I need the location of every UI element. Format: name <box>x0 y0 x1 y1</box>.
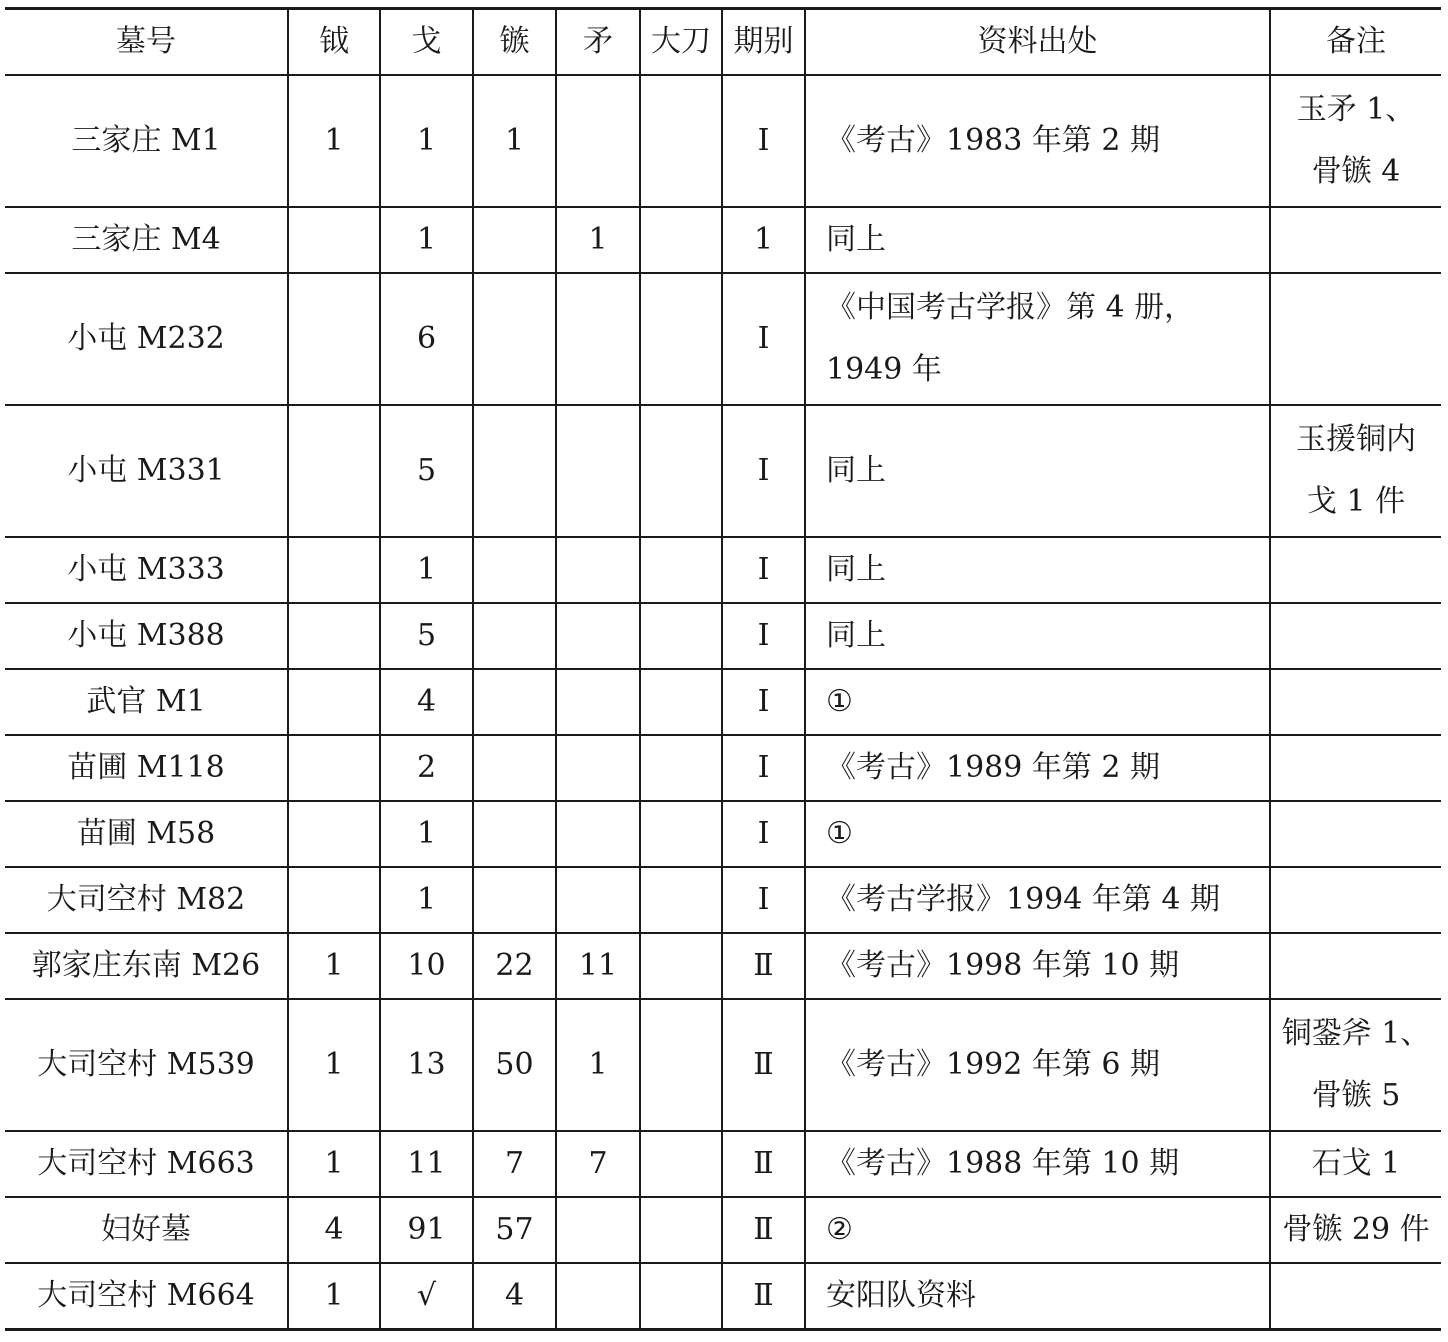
cell-source <box>805 669 1270 735</box>
cell-tomb: 三家庄 M1 <box>5 75 288 207</box>
cell-dadao <box>640 75 722 207</box>
note-line: 骨镞 29 件 <box>1282 1212 1430 1247</box>
note-line: 玉矛 1、 <box>1296 92 1416 127</box>
cell-tomb: 大司空村 M82 <box>5 867 288 933</box>
cell-source <box>805 933 1270 999</box>
table-row <box>5 1197 1441 1263</box>
header-row <box>5 9 1441 76</box>
cell-ge: 91 <box>380 1197 473 1263</box>
cell-mao <box>556 405 640 537</box>
cell-period: Ⅰ <box>722 603 805 669</box>
table-row <box>5 933 1441 999</box>
cell-period: Ⅱ <box>722 1263 805 1330</box>
cell-mao <box>556 603 640 669</box>
cell-period: Ⅰ <box>722 273 805 405</box>
source-line: 《考古》1998 年第 10 期 <box>826 948 1180 983</box>
cell-tomb: 郭家庄东南 M26 <box>5 933 288 999</box>
cell-yue <box>288 735 380 801</box>
source-line: 《中国考古学报》第 4 册， <box>826 290 1195 325</box>
cell-source <box>805 75 1270 207</box>
table-row <box>5 75 1441 207</box>
cell-zu <box>473 801 556 867</box>
source-line: 《考古学报》1994 年第 4 期 <box>826 882 1221 917</box>
cell-period: Ⅰ <box>722 405 805 537</box>
header-source: 资料出处 <box>805 9 1270 76</box>
cell-note <box>1270 801 1441 867</box>
cell-dadao <box>640 537 722 603</box>
cell-note <box>1270 1263 1441 1330</box>
cell-yue <box>288 207 380 273</box>
cell-zu: 22 <box>473 933 556 999</box>
table-row <box>5 867 1441 933</box>
header-dadao: 大刀 <box>640 9 722 76</box>
cell-mao: 11 <box>556 933 640 999</box>
cell-mao: 1 <box>556 999 640 1131</box>
cell-dadao <box>640 867 722 933</box>
cell-note <box>1270 1131 1441 1197</box>
cell-dadao <box>640 735 722 801</box>
cell-mao: 1 <box>556 207 640 273</box>
header-tomb: 墓号 <box>5 9 288 76</box>
cell-dadao <box>640 603 722 669</box>
cell-source <box>805 603 1270 669</box>
cell-mao: 7 <box>556 1131 640 1197</box>
cell-zu <box>473 405 556 537</box>
cell-ge: 1 <box>380 207 473 273</box>
header-period: 期别 <box>722 9 805 76</box>
cell-source <box>805 207 1270 273</box>
cell-mao <box>556 801 640 867</box>
cell-zu <box>473 669 556 735</box>
cell-yue <box>288 867 380 933</box>
note-line: 骨镞 5 <box>1311 1078 1401 1113</box>
cell-note <box>1270 867 1441 933</box>
cell-dadao <box>640 1263 722 1330</box>
cell-mao <box>556 1263 640 1330</box>
note-line: 铜銎斧 1、 <box>1281 1016 1431 1051</box>
source-line: 《考古》1988 年第 10 期 <box>826 1146 1180 1181</box>
header-note: 备注 <box>1270 9 1441 76</box>
cell-zu: 1 <box>473 75 556 207</box>
cell-note <box>1270 933 1441 999</box>
cell-tomb: 三家庄 M4 <box>5 207 288 273</box>
cell-dadao <box>640 273 722 405</box>
cell-period: Ⅱ <box>722 933 805 999</box>
cell-tomb: 小屯 M232 <box>5 273 288 405</box>
cell-source <box>805 801 1270 867</box>
cell-source <box>805 1197 1270 1263</box>
cell-zu: 7 <box>473 1131 556 1197</box>
cell-source <box>805 735 1270 801</box>
cell-dadao <box>640 669 722 735</box>
cell-note <box>1270 405 1441 537</box>
cell-period: Ⅰ <box>722 669 805 735</box>
header-zu: 镞 <box>473 9 556 76</box>
cell-period: Ⅰ <box>722 867 805 933</box>
cell-dadao <box>640 999 722 1131</box>
table-row <box>5 999 1441 1131</box>
cell-zu: 50 <box>473 999 556 1131</box>
source-line: ① <box>826 816 853 851</box>
cell-period: 1 <box>722 207 805 273</box>
cell-ge: √ <box>380 1263 473 1330</box>
cell-tomb: 小屯 M333 <box>5 537 288 603</box>
cell-tomb: 苗圃 M58 <box>5 801 288 867</box>
cell-yue: 4 <box>288 1197 380 1263</box>
cell-tomb: 妇好墓 <box>5 1197 288 1263</box>
cell-ge: 1 <box>380 867 473 933</box>
cell-yue <box>288 603 380 669</box>
source-line: 同上 <box>826 552 886 587</box>
source-line: 《考古》1992 年第 6 期 <box>826 1047 1161 1082</box>
cell-note <box>1270 999 1441 1131</box>
cell-dadao <box>640 405 722 537</box>
cell-zu <box>473 537 556 603</box>
table-row <box>5 273 1441 405</box>
cell-yue <box>288 273 380 405</box>
cell-ge: 2 <box>380 735 473 801</box>
cell-zu <box>473 273 556 405</box>
cell-mao <box>556 735 640 801</box>
cell-note <box>1270 735 1441 801</box>
cell-period: Ⅰ <box>722 801 805 867</box>
note-line: 玉援铜内 <box>1296 422 1416 457</box>
cell-mao <box>556 273 640 405</box>
cell-yue: 1 <box>288 999 380 1131</box>
cell-tomb: 小屯 M331 <box>5 405 288 537</box>
cell-yue: 1 <box>288 75 380 207</box>
cell-zu: 4 <box>473 1263 556 1330</box>
cell-ge: 5 <box>380 603 473 669</box>
cell-mao <box>556 75 640 207</box>
cell-yue: 1 <box>288 1131 380 1197</box>
table-row <box>5 1131 1441 1197</box>
source-line: ① <box>826 684 853 719</box>
cell-period: Ⅱ <box>722 999 805 1131</box>
cell-dadao <box>640 933 722 999</box>
cell-source <box>805 273 1270 405</box>
cell-zu: 57 <box>473 1197 556 1263</box>
cell-note <box>1270 207 1441 273</box>
cell-note <box>1270 603 1441 669</box>
weapons-table <box>5 7 1441 1331</box>
source-line: 《考古》1983 年第 2 期 <box>826 123 1161 158</box>
source-line: 同上 <box>826 618 886 653</box>
cell-tomb: 大司空村 M539 <box>5 999 288 1131</box>
cell-yue: 1 <box>288 933 380 999</box>
cell-period: Ⅰ <box>722 75 805 207</box>
cell-source <box>805 537 1270 603</box>
cell-yue: 1 <box>288 1263 380 1330</box>
source-line: 《考古》1989 年第 2 期 <box>826 750 1161 785</box>
weapons-table-container <box>5 7 1441 1331</box>
source-line: 1949 年 <box>826 352 942 387</box>
table-row <box>5 405 1441 537</box>
cell-mao <box>556 669 640 735</box>
cell-zu <box>473 867 556 933</box>
cell-tomb: 大司空村 M664 <box>5 1263 288 1330</box>
cell-ge: 1 <box>380 801 473 867</box>
cell-source <box>805 1263 1270 1330</box>
cell-yue <box>288 537 380 603</box>
cell-ge: 4 <box>380 669 473 735</box>
cell-ge: 1 <box>380 75 473 207</box>
header-yue: 钺 <box>288 9 380 76</box>
cell-note <box>1270 669 1441 735</box>
cell-zu <box>473 207 556 273</box>
cell-ge: 1 <box>380 537 473 603</box>
note-line: 石戈 1 <box>1311 1146 1401 1181</box>
cell-mao <box>556 537 640 603</box>
cell-ge: 6 <box>380 273 473 405</box>
table-row <box>5 1263 1441 1330</box>
source-line: 同上 <box>826 222 886 257</box>
cell-tomb: 大司空村 M663 <box>5 1131 288 1197</box>
table-row <box>5 735 1441 801</box>
header-mao: 矛 <box>556 9 640 76</box>
cell-ge: 11 <box>380 1131 473 1197</box>
cell-note <box>1270 1197 1441 1263</box>
cell-source <box>805 405 1270 537</box>
source-line: 安阳队资料 <box>826 1278 976 1313</box>
cell-dadao <box>640 801 722 867</box>
cell-note <box>1270 273 1441 405</box>
cell-tomb: 苗圃 M118 <box>5 735 288 801</box>
cell-ge: 13 <box>380 999 473 1131</box>
cell-dadao <box>640 1197 722 1263</box>
cell-zu <box>473 735 556 801</box>
table-body <box>5 75 1441 1330</box>
cell-note <box>1270 75 1441 207</box>
table-row <box>5 207 1441 273</box>
cell-dadao <box>640 207 722 273</box>
cell-ge: 10 <box>380 933 473 999</box>
cell-yue <box>288 669 380 735</box>
cell-yue <box>288 405 380 537</box>
cell-mao <box>556 867 640 933</box>
cell-note <box>1270 537 1441 603</box>
source-line: 同上 <box>826 453 886 488</box>
header-ge: 戈 <box>380 9 473 76</box>
cell-dadao <box>640 1131 722 1197</box>
table-row <box>5 669 1441 735</box>
cell-zu <box>473 603 556 669</box>
table-row <box>5 801 1441 867</box>
note-line: 戈 1 件 <box>1306 484 1406 519</box>
cell-period: Ⅱ <box>722 1197 805 1263</box>
table-row <box>5 537 1441 603</box>
cell-period: Ⅱ <box>722 1131 805 1197</box>
cell-source <box>805 999 1270 1131</box>
cell-tomb: 武官 M1 <box>5 669 288 735</box>
cell-mao <box>556 1197 640 1263</box>
cell-tomb: 小屯 M388 <box>5 603 288 669</box>
note-line: 骨镞 4 <box>1311 154 1401 189</box>
cell-source <box>805 867 1270 933</box>
cell-source <box>805 1131 1270 1197</box>
cell-ge: 5 <box>380 405 473 537</box>
cell-period: Ⅰ <box>722 537 805 603</box>
table-row <box>5 603 1441 669</box>
source-line: ② <box>826 1212 853 1247</box>
cell-period: Ⅰ <box>722 735 805 801</box>
cell-yue <box>288 801 380 867</box>
